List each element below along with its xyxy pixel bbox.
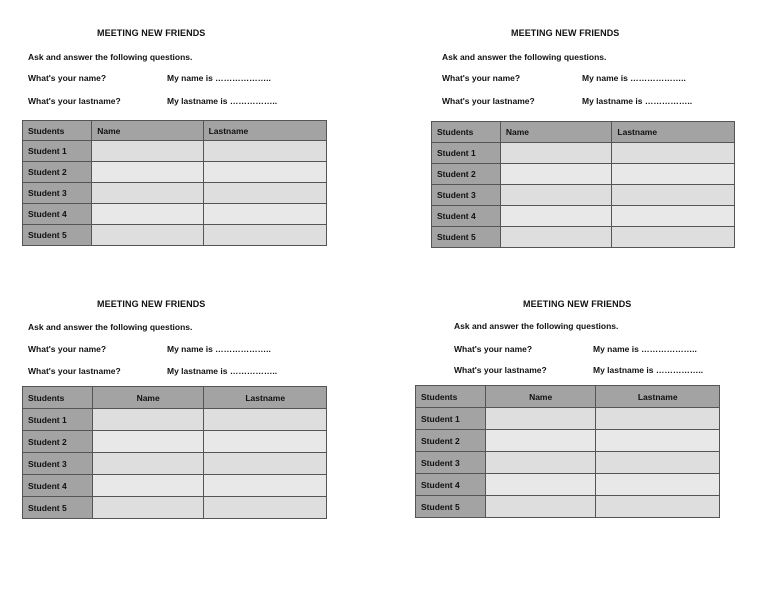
header-lastname: Lastname [203,121,326,141]
lastname-cell[interactable] [204,497,327,519]
answer-name: My name is ……………….. [167,73,271,83]
header-name: Name [92,387,204,409]
lastname-cell[interactable] [204,453,327,475]
row-label: Student 2 [432,164,501,185]
worksheet-title: MEETING NEW FRIENDS [523,299,632,309]
lastname-cell[interactable] [204,409,327,431]
lastname-cell[interactable] [612,164,735,185]
table-row [416,474,720,496]
row-label: Student 5 [432,227,501,248]
lastname-cell[interactable] [596,452,720,474]
name-cell[interactable] [92,225,203,246]
instruction-text: Ask and answer the following questions. [454,321,619,331]
instruction-text: Ask and answer the following questions. [28,322,193,332]
lastname-cell[interactable] [203,225,326,246]
row-label: Student 1 [23,141,92,162]
lastname-cell[interactable] [204,475,327,497]
question-name: What's your name? [454,344,533,354]
row-label: Student 5 [23,225,92,246]
lastname-cell[interactable] [596,474,720,496]
row-label: Student 3 [23,453,93,475]
table-row [23,475,327,497]
header-name: Name [485,386,596,408]
lastname-cell[interactable] [612,185,735,206]
table-row [23,183,327,204]
table-row [23,497,327,519]
table-row [432,227,735,248]
question-lastname: What's your lastname? [28,366,121,376]
row-label: Student 1 [23,409,93,431]
table-row [432,206,735,227]
row-label: Student 5 [416,496,486,518]
name-cell[interactable] [92,204,203,225]
lastname-cell[interactable] [612,206,735,227]
answer-name: My name is ……………….. [593,344,697,354]
answer-lastname: My lastname is …………….. [167,96,278,106]
row-label: Student 4 [23,475,93,497]
name-cell[interactable] [500,164,612,185]
answer-lastname: My lastname is …………….. [167,366,278,376]
name-cell[interactable] [92,431,204,453]
name-cell[interactable] [92,183,203,204]
table-row [432,143,735,164]
name-cell[interactable] [92,141,203,162]
students-table [415,385,720,518]
table-row [23,453,327,475]
table-row [23,141,327,162]
row-label: Student 2 [416,430,486,452]
row-label: Student 3 [432,185,501,206]
question-name: What's your name? [28,344,107,354]
table-row [23,225,327,246]
lastname-cell[interactable] [203,183,326,204]
name-cell[interactable] [485,408,596,430]
row-label: Student 4 [23,204,92,225]
table-row [23,204,327,225]
answer-name: My name is ……………….. [582,73,686,83]
name-cell[interactable] [485,430,596,452]
table-row [432,164,735,185]
row-label: Student 2 [23,162,92,183]
header-students: Students [416,386,486,408]
header-students: Students [432,122,501,143]
lastname-cell[interactable] [203,162,326,183]
students-table [22,386,327,519]
lastname-cell[interactable] [612,227,735,248]
name-cell[interactable] [92,453,204,475]
lastname-cell[interactable] [204,431,327,453]
name-cell[interactable] [485,474,596,496]
header-students: Students [23,387,93,409]
students-table [431,121,735,248]
name-cell[interactable] [500,185,612,206]
worksheet-title: MEETING NEW FRIENDS [511,28,620,38]
answer-name: My name is ……………….. [167,344,271,354]
name-cell[interactable] [92,497,204,519]
header-lastname: Lastname [204,387,327,409]
header-lastname: Lastname [596,386,720,408]
instruction-text: Ask and answer the following questions. [442,52,607,62]
table-row [416,408,720,430]
header-name: Name [500,122,612,143]
lastname-cell[interactable] [596,430,720,452]
row-label: Student 3 [23,183,92,204]
name-cell[interactable] [500,206,612,227]
name-cell[interactable] [92,162,203,183]
students-table [22,120,327,246]
table-row [432,185,735,206]
name-cell[interactable] [485,496,596,518]
name-cell[interactable] [500,143,612,164]
table-row [23,431,327,453]
question-lastname: What's your lastname? [442,96,535,106]
row-label: Student 4 [432,206,501,227]
name-cell[interactable] [485,452,596,474]
answer-lastname: My lastname is …………….. [582,96,693,106]
answer-lastname: My lastname is …………….. [593,365,704,375]
row-label: Student 5 [23,497,93,519]
row-label: Student 1 [432,143,501,164]
table-row [416,496,720,518]
question-name: What's your name? [28,73,107,83]
lastname-cell[interactable] [596,496,720,518]
row-label: Student 4 [416,474,486,496]
lastname-cell[interactable] [612,143,735,164]
header-lastname: Lastname [612,122,735,143]
name-cell[interactable] [92,409,204,431]
table-row [23,409,327,431]
question-lastname: What's your lastname? [28,96,121,106]
row-label: Student 3 [416,452,486,474]
table-row [416,430,720,452]
row-label: Student 2 [23,431,93,453]
name-cell[interactable] [500,227,612,248]
question-name: What's your name? [442,73,521,83]
lastname-cell[interactable] [596,408,720,430]
row-label: Student 1 [416,408,486,430]
worksheet-title: MEETING NEW FRIENDS [97,299,206,309]
lastname-cell[interactable] [203,204,326,225]
table-row [23,162,327,183]
header-name: Name [92,121,203,141]
table-row [416,452,720,474]
worksheet-title: MEETING NEW FRIENDS [97,28,206,38]
question-lastname: What's your lastname? [454,365,547,375]
instruction-text: Ask and answer the following questions. [28,52,193,62]
header-students: Students [23,121,92,141]
name-cell[interactable] [92,475,204,497]
lastname-cell[interactable] [203,141,326,162]
